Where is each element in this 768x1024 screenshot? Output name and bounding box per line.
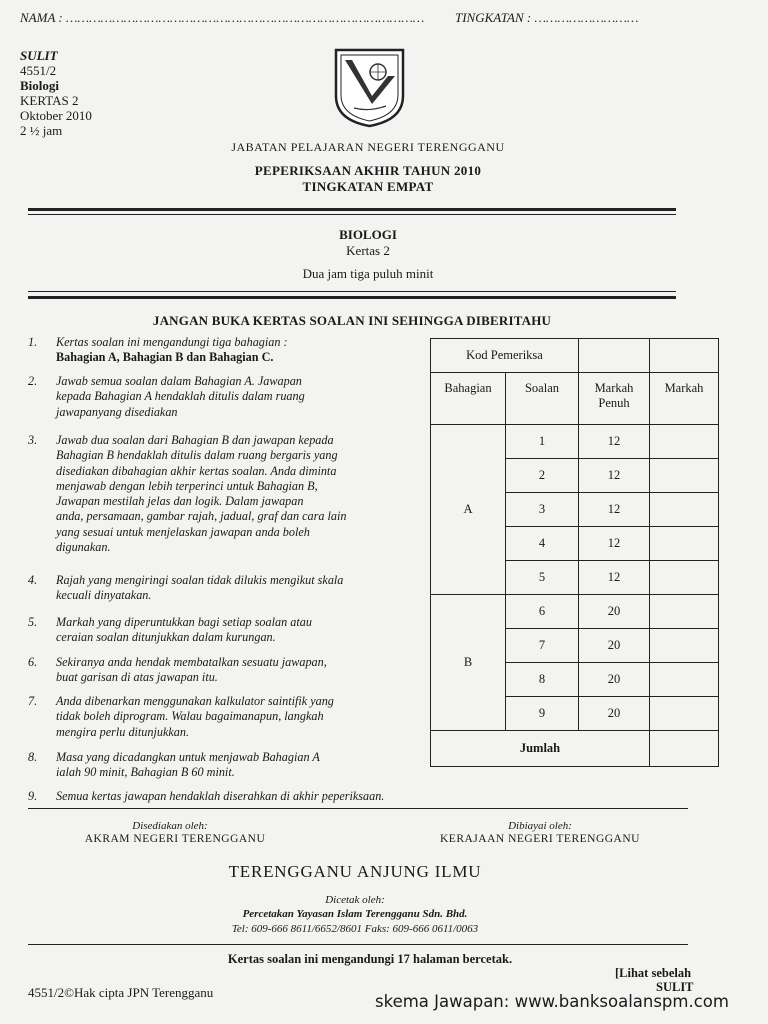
paper-label: Kertas 2 — [346, 243, 390, 258]
markah-penuh-cell: 12 — [579, 527, 650, 561]
paper-number: KERTAS 2 — [20, 93, 79, 108]
page-count: Kertas soalan ini mengandungi 17 halaman bercetak. — [227, 952, 513, 966]
duration-words: Dua jam tiga puluh minit — [302, 266, 434, 281]
header-markah: Markah — [650, 373, 719, 425]
instruction-line: jawapanyang disediakan — [56, 404, 178, 419]
paper-code: 4551/2 — [20, 63, 57, 78]
table-cell — [579, 339, 650, 373]
motto: TERENGGANU ANJUNG ILMU — [228, 862, 482, 881]
printer-name: Percetakan Yayasan Islam Terengganu Sdn. Bhd. — [242, 908, 468, 920]
instruction-number: 3. — [28, 433, 38, 447]
instruction-line: digunakan. — [56, 540, 111, 555]
instruction-2 — [28, 374, 423, 420]
instruction-9 — [28, 789, 528, 804]
instruction-line: disediakan dibahagian akhir kertas soalan. Anda diminta — [56, 463, 337, 478]
instruction-4 — [28, 573, 423, 604]
soalan-cell: 4 — [506, 527, 579, 561]
answer-scheme-link[interactable]: skema Jawapan: www.banksoalanspm.com — [375, 992, 729, 1011]
markah-input-cell[interactable] — [650, 629, 719, 663]
divider-mid-thin — [28, 291, 676, 292]
instruction-line: menjawab dengan lebih terperinci untuk Bahagian B, — [56, 478, 318, 493]
instruction-8 — [28, 750, 423, 781]
instruction-line: Anda dibenarkan menggunakan kalkulator saintifik yang — [56, 694, 334, 708]
instruction-number: 9. — [28, 789, 38, 803]
paper-info — [20, 48, 92, 138]
printer-contact: Tel: 609-666 8611/6652/8601 Faks: 609-666 0611/0063 — [231, 923, 479, 935]
table-header-row — [431, 373, 719, 425]
jpn-logo — [332, 46, 407, 128]
markah-input-cell[interactable] — [650, 663, 719, 697]
soalan-cell: 3 — [506, 493, 579, 527]
markah-penuh-cell: 20 — [579, 629, 650, 663]
markah-penuh-cell: 20 — [579, 595, 650, 629]
table-cell — [650, 339, 719, 373]
funded-by-label: Dibiayai oleh: — [508, 820, 572, 832]
table-title: Kod Pemeriksa — [431, 339, 579, 373]
table-row — [431, 339, 719, 373]
header-line: Markah — [594, 381, 634, 395]
instruction-line: kepada Bahagian A hendaklah ditulis dalam ruang — [56, 389, 305, 404]
instruction-line: Rajah yang mengiringi soalan tidak dilukis mengikut skala — [56, 573, 344, 587]
soalan-cell: 2 — [506, 459, 579, 493]
subject-title: BIOLOGI — [339, 227, 397, 242]
markah-input-cell[interactable] — [650, 595, 719, 629]
instruction-line: Bahagian B hendaklah ditulis dalam ruang bergaris yang — [56, 448, 338, 463]
soalan-cell: 5 — [506, 561, 579, 595]
markah-input-cell[interactable] — [650, 459, 719, 493]
soalan-cell: 6 — [506, 595, 579, 629]
instruction-line: yang sesuai untuk menjelaskan jawapan anda boleh — [56, 524, 310, 539]
instruction-line: Masa yang dicadangkan untuk menjawab Bahagian A — [56, 750, 320, 764]
instruction-line: Markah yang diperuntukkan bagi setiap soalan atau — [56, 615, 312, 629]
section-b-cell: B — [431, 595, 506, 731]
instruction-line: buat garisan di atas jawapan itu. — [56, 670, 218, 685]
instruction-5 — [28, 615, 423, 646]
markah-penuh-cell: 12 — [579, 459, 650, 493]
divider-signoff — [28, 808, 688, 809]
markah-input-cell[interactable] — [650, 527, 719, 561]
soalan-cell: 8 — [506, 663, 579, 697]
instruction-number: 7. — [28, 694, 38, 708]
instruction-number: 5. — [28, 615, 38, 629]
instruction-7 — [28, 694, 423, 740]
prepared-by: AKRAM NEGERI TERENGGANU — [84, 833, 266, 845]
instruction-line: Kertas soalan ini mengandungi tiga bahagian : — [56, 335, 288, 349]
header-markah-penuh — [579, 373, 650, 425]
instruction-number: 8. — [28, 750, 38, 764]
instruction-line: Jawab dua soalan dari Bahagian B dan jawapan kepada — [56, 433, 334, 447]
markah-penuh-cell: 20 — [579, 697, 650, 731]
jumlah-input-cell[interactable] — [650, 731, 719, 767]
instruction-line: Sekiranya anda hendak membatalkan sesuatu jawapan, — [56, 655, 327, 669]
see-back: [Lihat sebelah — [615, 966, 692, 980]
divider-mid-thick — [28, 296, 676, 299]
markah-penuh-cell: 12 — [579, 425, 650, 459]
instruction-line: tidak boleh diprogram. Walau bagaimanapun, langkah — [56, 709, 324, 724]
instruction-number: 1. — [28, 335, 38, 349]
markah-input-cell[interactable] — [650, 697, 719, 731]
instruction-line: kecuali dinyatakan. — [56, 588, 152, 603]
markah-penuh-cell: 20 — [579, 663, 650, 697]
instruction-number: 4. — [28, 573, 38, 587]
prepared-by-label: Disediakan oleh: — [132, 820, 208, 832]
table-row — [431, 595, 719, 629]
exam-duration: 2 ½ jam — [20, 123, 63, 138]
instruction-line: ialah 90 minit, Bahagian B 60 minit. — [56, 765, 235, 780]
soalan-cell: 9 — [506, 697, 579, 731]
markah-input-cell[interactable] — [650, 561, 719, 595]
printed-by-label: Dicetak oleh: — [325, 894, 385, 906]
table-total-row — [431, 731, 719, 767]
instruction-number: 6. — [28, 655, 38, 669]
examiner-code-table — [430, 338, 719, 767]
instruction-line: Bahagian A, Bahagian B dan Bahagian C. — [56, 350, 274, 365]
exam-date: Oktober 2010 — [20, 108, 92, 123]
name-field-label: NAMA : ………………………………………………………………………………… — [20, 10, 425, 25]
sulit-bottom: SULIT — [656, 980, 694, 994]
funded-by: KERAJAAN NEGERI TERENGGANU — [440, 833, 640, 845]
organization-name: JABATAN PELAJARAN NEGERI TERENGGANU — [231, 140, 505, 154]
instruction-number: 2. — [28, 374, 38, 388]
sulit-label: SULIT — [20, 48, 58, 63]
instruction-6 — [28, 655, 423, 686]
markah-input-cell[interactable] — [650, 493, 719, 527]
divider-bottom — [28, 944, 688, 945]
markah-penuh-cell: 12 — [579, 493, 650, 527]
header-bahagian: Bahagian — [431, 373, 506, 425]
form-level: TINGKATAN EMPAT — [302, 179, 434, 194]
exam-title: PEPERIKSAAN AKHIR TAHUN 2010 — [254, 163, 482, 178]
soalan-cell: 1 — [506, 425, 579, 459]
instruction-3 — [28, 433, 423, 555]
instruction-line: mengira perlu ditunjukkan. — [56, 724, 190, 739]
table-row — [431, 425, 719, 459]
header-line: Penuh — [598, 396, 630, 410]
instruction-line: anda, persamaan, gambar rajah, jadual, graf dan cara lain — [56, 509, 347, 524]
instruction-line: Jawab semua soalan dalam Bahagian A. Jawapan — [56, 374, 302, 388]
divider-top-thick — [28, 208, 676, 211]
header-soalan: Soalan — [506, 373, 579, 425]
instruction-line: Jawapan mestilah jelas dan logik. Dalam jawapan — [56, 494, 304, 509]
soalan-cell: 7 — [506, 629, 579, 663]
jumlah-label: Jumlah — [431, 731, 650, 767]
instruction-line: ceraian soalan ditunjukkan dalam kurungan. — [56, 630, 276, 645]
warning-heading: JANGAN BUKA KERTAS SOALAN INI SEHINGGA DIBERITAHU — [152, 313, 552, 328]
subject-label: Biologi — [20, 78, 60, 93]
copyright: 4551/2©Hak cipta JPN Terengganu — [28, 985, 214, 1000]
instruction-1 — [28, 335, 423, 366]
divider-top-thin — [28, 214, 676, 215]
instruction-line: Semua kertas jawapan hendaklah diserahkan di akhir peperiksaan. — [56, 789, 385, 803]
markah-input-cell[interactable] — [650, 425, 719, 459]
form-field-label: TINGKATAN : ……………………… — [455, 10, 639, 25]
section-a-cell: A — [431, 425, 506, 595]
markah-penuh-cell: 12 — [579, 561, 650, 595]
